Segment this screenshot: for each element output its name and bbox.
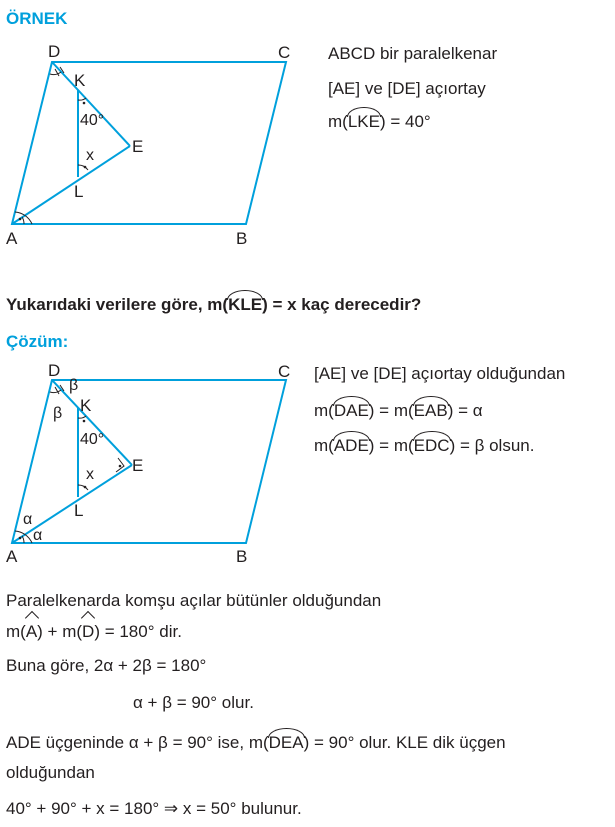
angle-arc-edc: EDC [413,436,450,455]
segment-de-solution [52,380,132,465]
solution-side-line-2: m(DAE) = m(EAB) = α [314,401,483,420]
solution-side-line-1: [AE] ve [DE] açıortay olduğundan [314,364,566,383]
angle-arc-ade: ADE [333,436,369,455]
solution-paragraph-2: m(A) + m(D) = 180° dir. [6,622,182,641]
solution-paragraph-5: ADE üçgeninde α + β = 90° ise, m(DEA) = 90° olur. KLE dik üçgen [6,733,506,752]
alpha-label-top: α [23,511,33,528]
vertex-label-d: D [48,42,61,61]
vertex-label-a-solution: A [6,547,18,566]
point-label-l: L [74,182,84,201]
point-label-e: E [132,137,144,156]
beta-label-left: β [53,405,63,422]
solution-side-line-3: m(ADE) = m(EDC) = β olsun. [314,436,535,455]
alpha-label-bottom: α [33,527,43,544]
angle-label-x-solution: x [86,466,94,483]
angle-arc-dae: DAE [333,401,369,420]
angle-label-x: x [86,147,94,164]
point-label-k-solution: K [80,396,92,415]
vertex-label-c: C [278,43,291,62]
angle-label-40-solution: 40° [80,431,105,448]
given-line-3: m(LKE) = 40° [328,112,431,131]
angle-label-40: 40° [80,112,105,129]
given-line-1: ABCD bir paralelkenar [328,44,498,63]
vertex-label-a: A [6,229,18,248]
point-label-l-solution: L [74,501,84,520]
beta-label-top: β [69,377,79,394]
vertex-label-c-solution: C [278,362,291,381]
solution-paragraph-6: olduğundan [6,763,95,782]
vertex-label-b: B [236,229,248,248]
segment-ae-solution [12,465,132,543]
question-text: Yukarıdaki verilere göre, m(KLE) = x kaç derecedir? [6,295,422,314]
solution-figure [0,0,320,580]
angle-hat-a: A [25,622,38,641]
solution-paragraph-1: Paralelkenarda komşu açılar bütünler olduğundan [6,591,382,610]
solution-heading: Çözüm: [6,332,69,351]
point-label-k: K [74,71,86,90]
angle-arc-dea: DEA [268,733,304,752]
angle-hat-d: D [82,622,95,641]
point-label-e-solution: E [132,456,144,475]
solution-paragraph-7: 40° + 90° + x = 180° ⇒ x = 50° bulunur. [6,799,302,818]
example-heading: ÖRNEK [6,9,68,28]
given-line-2: [AE] ve [DE] açıortay [328,79,486,98]
solution-paragraph-3: Buna göre, 2α + 2β = 180° [6,656,207,675]
angle-arc-lke: LKE [347,112,380,131]
solution-paragraph-4: α + β = 90° olur. [133,693,254,712]
angle-arc-kle: KLE [228,295,263,314]
vertex-label-d-solution: D [48,361,61,380]
vertex-label-b-solution: B [236,547,248,566]
angle-arc-eab: EAB [413,401,448,420]
